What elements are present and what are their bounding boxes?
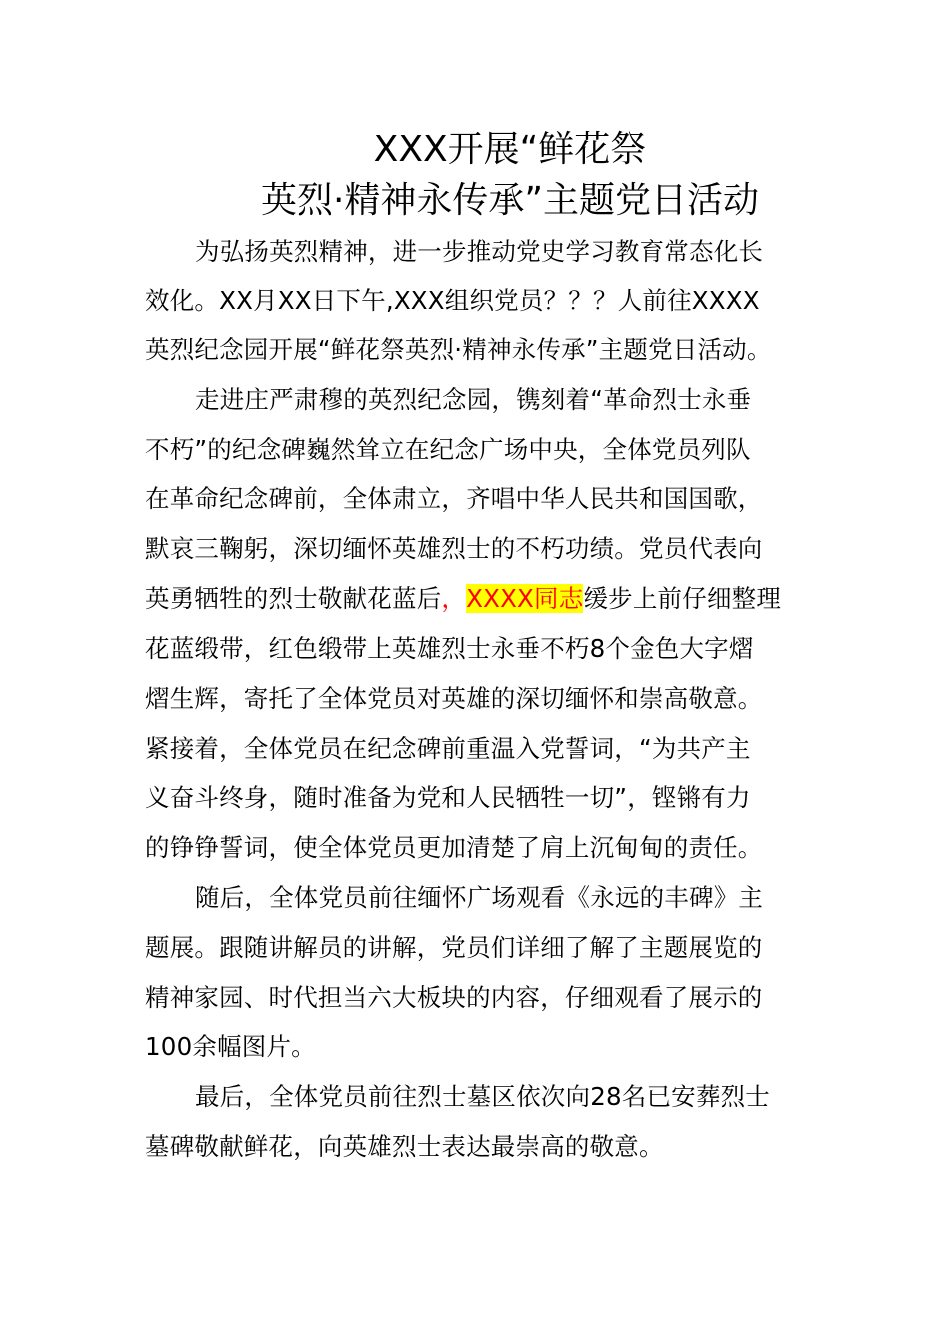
paragraph-2-line-5-text-b: 缓步上前仔细整理 xyxy=(583,584,782,613)
paragraph-2-line-2: 不朽”的纪念碑巍然耸立在纪念广场中央，全体党员列队 xyxy=(145,435,751,464)
paragraph-2-line-10: 的铮铮誓词，使全体党员更加清楚了肩上沉甸甸的责任。 xyxy=(145,833,763,862)
paragraph-2-line-7: 熠生辉，寄托了全体党员对英雄的深切缅怀和崇高敬意。 xyxy=(145,684,763,713)
paragraph-1-line-2: 效化。XX月XX日下午,XXX组织党员？？？人前往XXXX xyxy=(145,286,760,315)
document-title-line-1: XXX开展“鲜花祭 xyxy=(373,129,647,170)
paragraph-1-line-3: 英烈纪念园开展“鲜花祭英烈·精神永传承”主题党日活动。 xyxy=(145,335,772,364)
paragraph-2-line-3: 在革命纪念碑前，全体肃立，齐唱中华人民共和国国歌， xyxy=(145,484,763,513)
paragraph-2-line-5-comma: ， xyxy=(441,584,467,613)
paragraph-2-line-9: 义奋斗终身，随时准备为党和人民牺牲一切”，铿锵有力 xyxy=(145,783,751,812)
paragraph-2-line-4: 默哀三鞠躬，深切缅怀英雄烈士的不朽功绩。党员代表向 xyxy=(145,534,763,563)
paragraph-3-line-2: 题展。跟随讲解员的讲解，党员们详细了解了主题展览的 xyxy=(145,933,763,962)
paragraph-4-line-2: 墓碑敬献鲜花，向英雄烈士表达最崇高的敬意。 xyxy=(145,1132,664,1161)
paragraph-2-line-1: 走进庄严肃穆的英烈纪念园，镌刻着“革命烈士永垂 xyxy=(195,385,752,414)
paragraph-2-line-5-text-a: 英勇牺牲的烈士敬献花蓝后 xyxy=(145,584,442,613)
document-title-line-2: 英烈·精神永传承”主题党日活动 xyxy=(260,180,760,221)
paragraph-1-line-1: 为弘扬英烈精神，进一步推动党史学习教育常态化长 xyxy=(195,237,764,266)
paragraph-2-line-5 xyxy=(145,584,781,614)
highlighted-name: XXXX同志 xyxy=(466,584,584,613)
paragraph-3-line-3: 精神家园、时代担当六大板块的内容，仔细观看了展示的 xyxy=(145,983,763,1012)
paragraph-2-line-8: 紧接着，全体党员在纪念碑前重温入党誓词，“为共产主 xyxy=(145,734,751,763)
paragraph-3-line-1: 随后，全体党员前往缅怀广场观看《永远的丰碑》主 xyxy=(195,883,764,912)
paragraph-4-line-1: 最后，全体党员前往烈士墓区依次向28名已安葬烈士 xyxy=(195,1082,770,1111)
paragraph-2-line-6: 花蓝缎带，红色缎带上英雄烈士永垂不朽8个金色大字熠 xyxy=(145,634,754,663)
paragraph-3-line-4: 100余幅图片。 xyxy=(145,1032,316,1061)
